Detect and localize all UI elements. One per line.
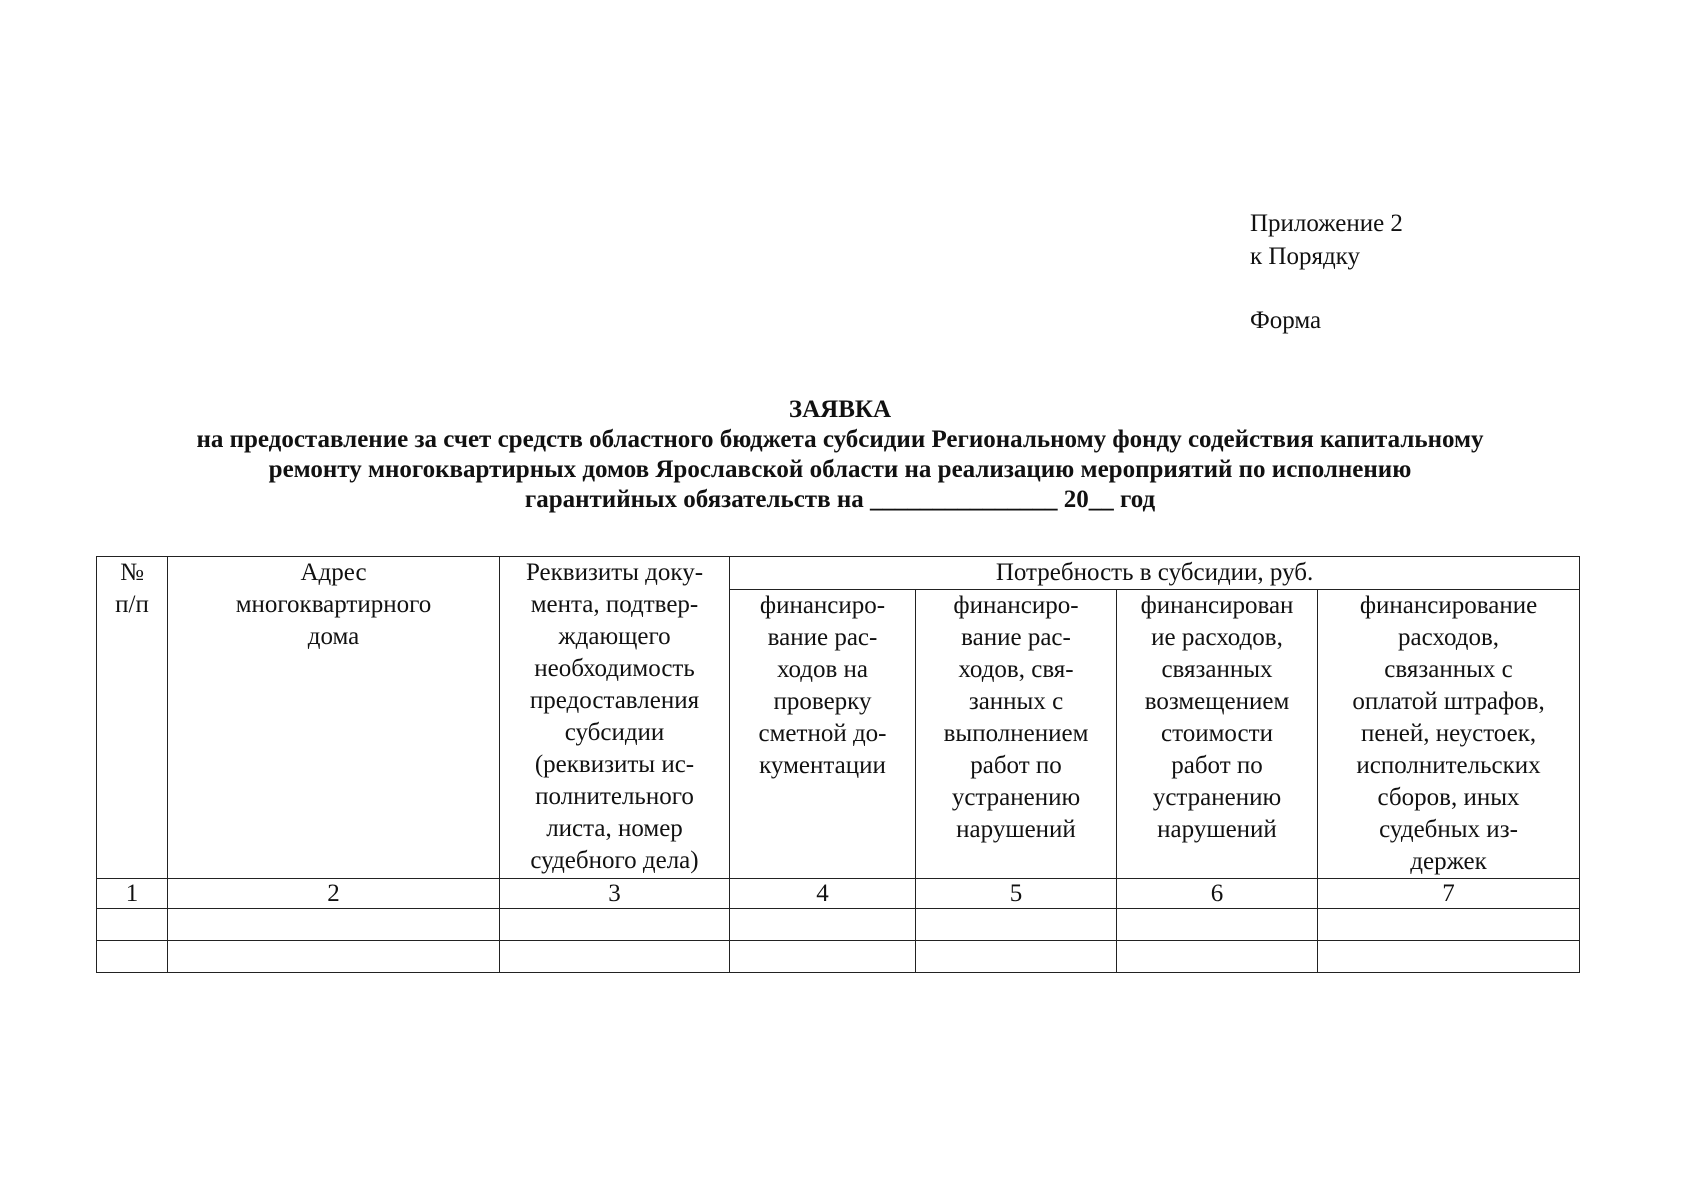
column-number: 3 — [500, 879, 730, 909]
header-cost-reimbursement-text: финансирован ие расходов, связанных возмещением стоимости работ по устранению нарушений — [1140, 592, 1294, 843]
empty-cell — [1318, 941, 1580, 973]
form-label: Форма — [1250, 307, 1322, 334]
empty-row — [97, 909, 1580, 941]
header-address — [168, 557, 500, 879]
header-document-details — [500, 557, 730, 879]
column-number: 2 — [168, 879, 500, 909]
header-defect-works-text: финансиро- вание рас- ходов, свя- занных с выполнением работ по устранению нарушений — [943, 592, 1089, 843]
empty-cell — [500, 941, 730, 973]
title-line-1: на предоставление за счет средств областного бюджета субсидии Региональному фонду содействия капитальному — [196, 426, 1484, 453]
empty-cell — [97, 941, 168, 973]
column-number: 1 — [97, 879, 168, 909]
empty-cell — [916, 909, 1117, 941]
header-subsidy-need — [730, 557, 1580, 590]
header-address-text: Адрес многоквартирного дома — [235, 559, 432, 650]
column-number: 7 — [1318, 879, 1580, 909]
column-number-row — [97, 879, 1580, 909]
header-number-text: № п/п — [115, 559, 149, 618]
header-estimate-check-text: финансиро- вание рас- ходов на проверку сметной до- кументации — [758, 592, 887, 779]
header-document-details-text: Реквизиты доку- мента, подтвер- ждающего необходимость предоставления субсидии (реквизиты ис- полнительного листа, номер судебного дела) — [525, 559, 704, 874]
title-line-2: ремонту многоквартирных домов Ярославской области на реализацию мероприятий по исполнению — [268, 456, 1412, 483]
empty-cell — [730, 909, 916, 941]
header-defect-works — [916, 590, 1117, 879]
empty-cell — [1117, 909, 1318, 941]
application-form-table — [96, 556, 1580, 973]
empty-cell — [1117, 941, 1318, 973]
header-cost-reimbursement — [1117, 590, 1318, 879]
header-fines-costs — [1318, 590, 1580, 879]
title-heading: ЗАЯВКА — [788, 396, 892, 423]
empty-cell — [168, 941, 500, 973]
empty-cell — [1318, 909, 1580, 941]
header-fines-costs-text: финансирование расходов, связанных с оплатой штрафов, пеней, неустоек, исполнительских сборов, иных судебных из- держек — [1352, 592, 1545, 875]
header-estimate-check — [730, 590, 916, 879]
appendix-gap — [1250, 273, 1403, 304]
header-number — [97, 557, 168, 879]
column-number: 5 — [916, 879, 1117, 909]
empty-cell — [168, 909, 500, 941]
appendix-block — [1250, 207, 1403, 337]
empty-cell — [916, 941, 1117, 973]
appendix-reference: к Порядку — [1250, 243, 1360, 270]
header-row-1 — [97, 557, 1580, 590]
column-number: 4 — [730, 879, 916, 909]
header-subsidy-need-text: Потребность в субсидии, руб. — [995, 559, 1314, 586]
empty-cell — [97, 909, 168, 941]
column-number: 6 — [1117, 879, 1318, 909]
document-title — [60, 395, 1620, 515]
empty-row — [97, 941, 1580, 973]
appendix-number: Приложение 2 — [1250, 210, 1403, 237]
empty-cell — [730, 941, 916, 973]
title-line-3: гарантийных обязательств на _______________ 20__ год — [524, 486, 1156, 513]
empty-cell — [500, 909, 730, 941]
